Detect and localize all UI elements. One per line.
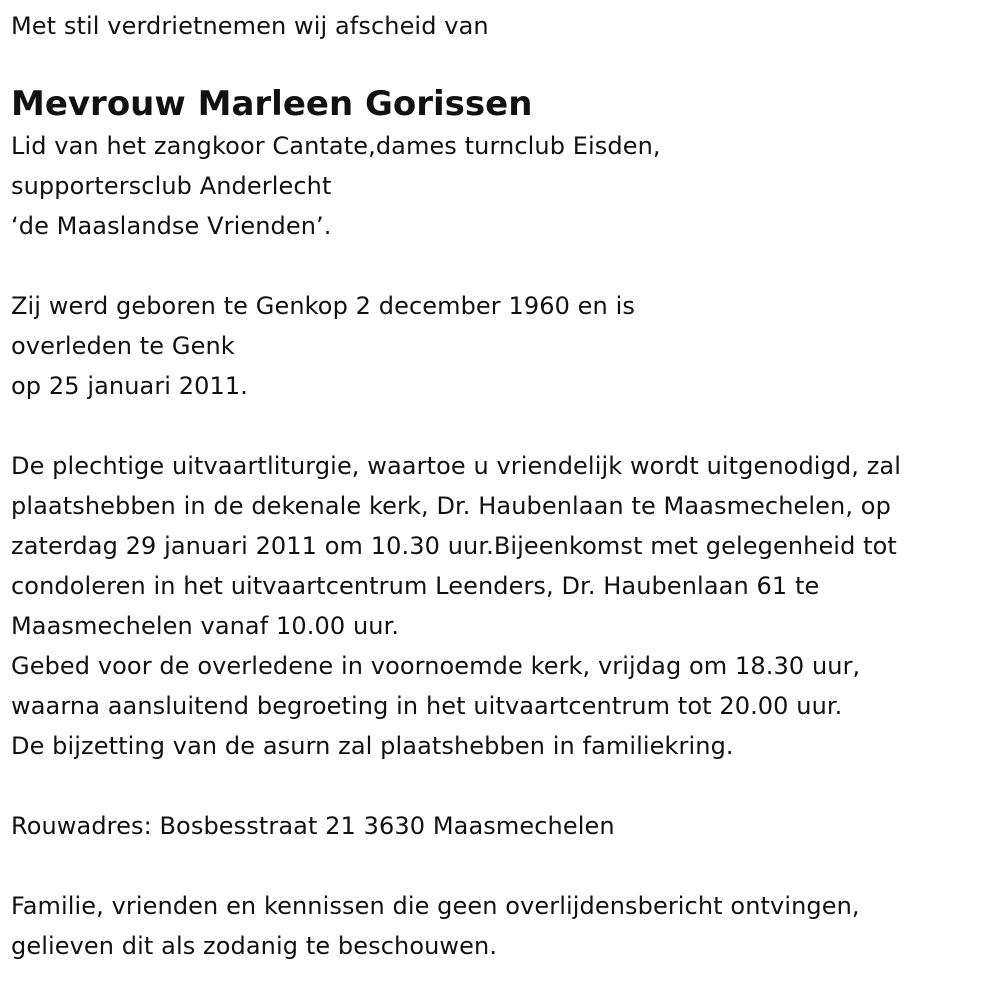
closing-block bbox=[11, 886, 991, 966]
birth-death-line: overleden te Genk bbox=[11, 332, 235, 360]
spacer bbox=[11, 246, 991, 286]
ceremony-block bbox=[11, 446, 991, 766]
ceremony-line: condoleren in het uitvaartcentrum Leenders, Dr. Haubenlaan 61 te bbox=[11, 572, 820, 600]
ceremony-line: De bijzetting van de asurn zal plaatshebben in familiekring. bbox=[11, 732, 734, 760]
memberships-block bbox=[11, 126, 991, 246]
spacer bbox=[11, 406, 991, 446]
membership-line: supportersclub Anderlecht bbox=[11, 172, 332, 200]
birth-death-line: op 25 januari 2011. bbox=[11, 372, 248, 400]
spacer bbox=[11, 846, 991, 886]
ceremony-line: Gebed voor de overledene in voornoemde kerk, vrijdag om 18.30 uur, bbox=[11, 652, 861, 680]
closing-line: gelieven dit als zodanig te beschouwen. bbox=[11, 932, 498, 960]
birth-death-line: Zij werd geboren te Genkop 2 december 1960 en is bbox=[11, 292, 635, 320]
ceremony-line: De plechtige uitvaartliturgie, waartoe u vriendelijk wordt uitgenodigd, zal bbox=[11, 452, 901, 480]
mourning-address: Rouwadres: Bosbesstraat 21 3630 Maasmechelen bbox=[11, 812, 615, 840]
ceremony-line: zaterdag 29 januari 2011 om 10.30 uur.Bijeenkomst met gelegenheid tot bbox=[11, 532, 897, 560]
spacer bbox=[11, 766, 991, 806]
closing-line: Familie, vrienden en kennissen die geen overlijdensbericht ontvingen, bbox=[11, 892, 860, 920]
deceased-name: Mevrouw Marleen Gorissen bbox=[11, 84, 533, 124]
intro-text: Met stil verdrietnemen wij afscheid van bbox=[11, 12, 489, 40]
membership-line: Lid van het zangkoor Cantate,dames turnclub Eisden, bbox=[11, 132, 661, 160]
membership-line: ‘de Maaslandse Vrienden’. bbox=[11, 212, 332, 240]
birth-death-block bbox=[11, 286, 991, 406]
ceremony-line: plaatshebben in de dekenale kerk, Dr. Haubenlaan te Maasmechelen, op bbox=[11, 492, 891, 520]
ceremony-line: Maasmechelen vanaf 10.00 uur. bbox=[11, 612, 400, 640]
obituary-notice bbox=[11, 8, 991, 966]
ceremony-line: waarna aansluitend begroeting in het uitvaartcentrum tot 20.00 uur. bbox=[11, 692, 843, 720]
